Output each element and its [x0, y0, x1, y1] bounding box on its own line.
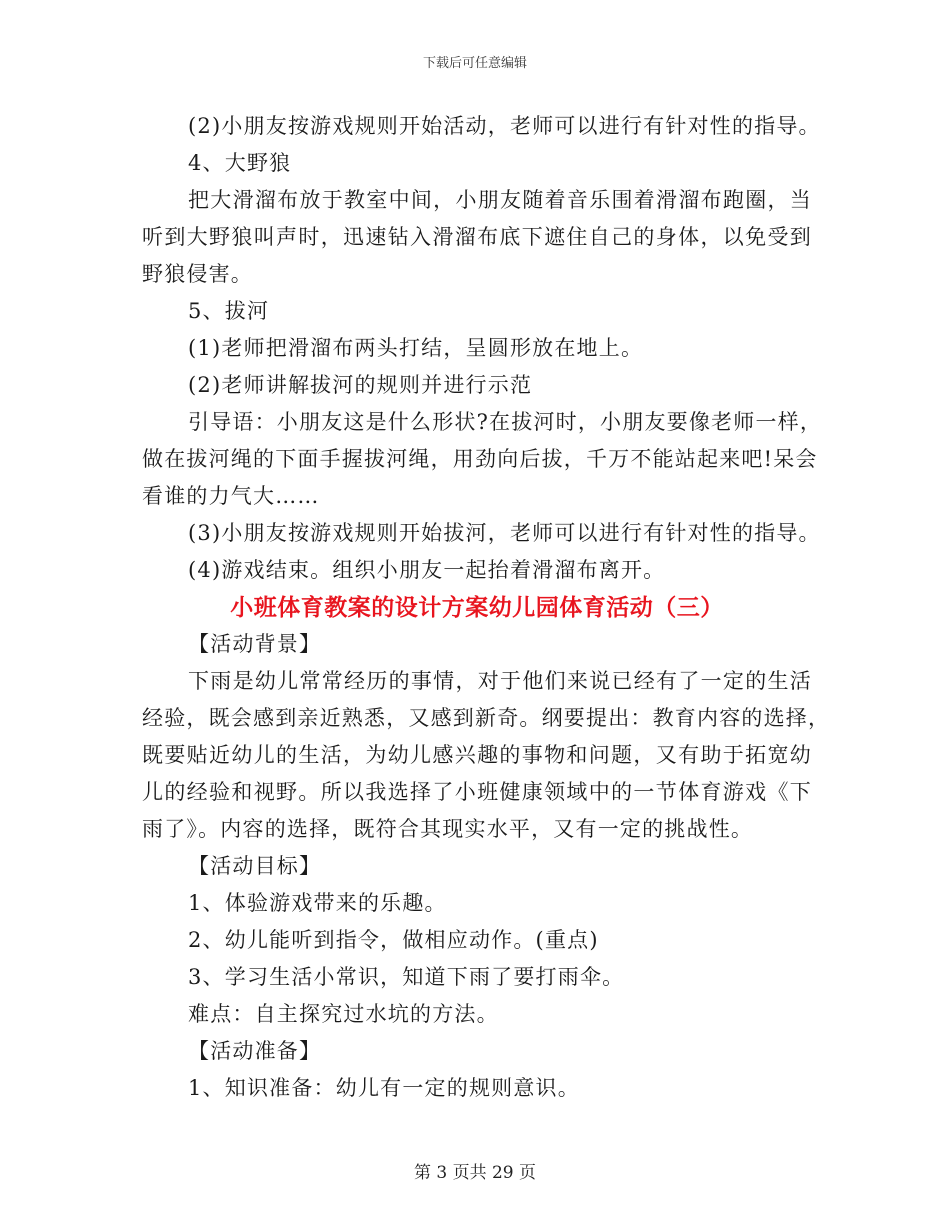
paragraph-line: 难点：自主探究过水坑的方法。	[188, 1002, 499, 1026]
paragraph-line: 雨了》。内容的选择，既符合其现实水平，又有一定的挑战性。	[142, 817, 754, 841]
section-heading: 【活动背景】	[188, 632, 322, 656]
section-heading: 4、大野狼	[188, 151, 292, 175]
paragraph-line: (2)小朋友按游戏规则开始活动，老师可以进行有针对性的指导。	[188, 114, 821, 138]
paragraph-line: 引导语：小朋友这是什么形状?在拔河时，小朋友要像老师一样，	[188, 410, 823, 434]
paragraph-line: 看谁的力气大……	[142, 484, 320, 508]
paragraph-line: 听到大野狼叫声时，迅速钻入滑溜布底下遮住自己的身体，以免受到	[142, 225, 812, 249]
page-header: 下载后可任意编辑	[422, 56, 527, 71]
paragraph-line: 把大滑溜布放于教室中间，小朋友随着音乐围着滑溜布跑圈，当	[188, 188, 812, 212]
list-item: 1、体验游戏带来的乐趣。	[188, 891, 447, 915]
section-heading: 【活动准备】	[188, 1039, 322, 1063]
list-item: 3、学习生活小常识，知道下雨了要打雨伞。	[188, 965, 625, 989]
paragraph-line: (3)小朋友按游戏规则开始拔河，老师可以进行有针对性的指导。	[188, 521, 821, 545]
list-item: 1、知识准备：幼儿有一定的规则意识。	[188, 1076, 580, 1100]
document-body	[142, 108, 831, 1107]
section-heading: 【活动目标】	[188, 854, 322, 878]
paragraph-line: (1)老师把滑溜布两头打结，呈圆形放在地上。	[188, 336, 644, 360]
paragraph-line: 做在拔河绳的下面手握拔河绳，用劲向后拔，千万不能站起来吧!呆会	[142, 447, 818, 471]
paragraph-line: 儿的经验和视野。所以我选择了小班健康领域中的一节体育游戏《下	[142, 780, 812, 804]
document-title: 小班体育教案的设计方案幼儿园体育活动（三）	[230, 594, 724, 621]
paragraph-line: (2)老师讲解拔河的规则并进行示范	[188, 373, 533, 397]
page-footer: 第 3 页共 29 页	[413, 1163, 537, 1183]
paragraph-line: 下雨是幼儿常常经历的事情，对于他们来说已经有了一定的生活	[188, 669, 812, 693]
section-heading: 5、拔河	[188, 299, 270, 323]
paragraph-line: (4)游戏结束。组织小朋友一起抬着滑溜布离开。	[188, 558, 666, 582]
paragraph-line: 野狼侵害。	[142, 262, 253, 286]
list-item: 2、幼儿能听到指令，做相应动作。(重点)	[188, 928, 599, 952]
paragraph-line: 既要贴近幼儿的生活，为幼儿感兴趣的事物和问题，又有助于拓宽幼	[142, 743, 812, 767]
paragraph-line: 经验，既会感到亲近熟悉，又感到新奇。纲要提出：教育内容的选择，	[142, 706, 831, 730]
